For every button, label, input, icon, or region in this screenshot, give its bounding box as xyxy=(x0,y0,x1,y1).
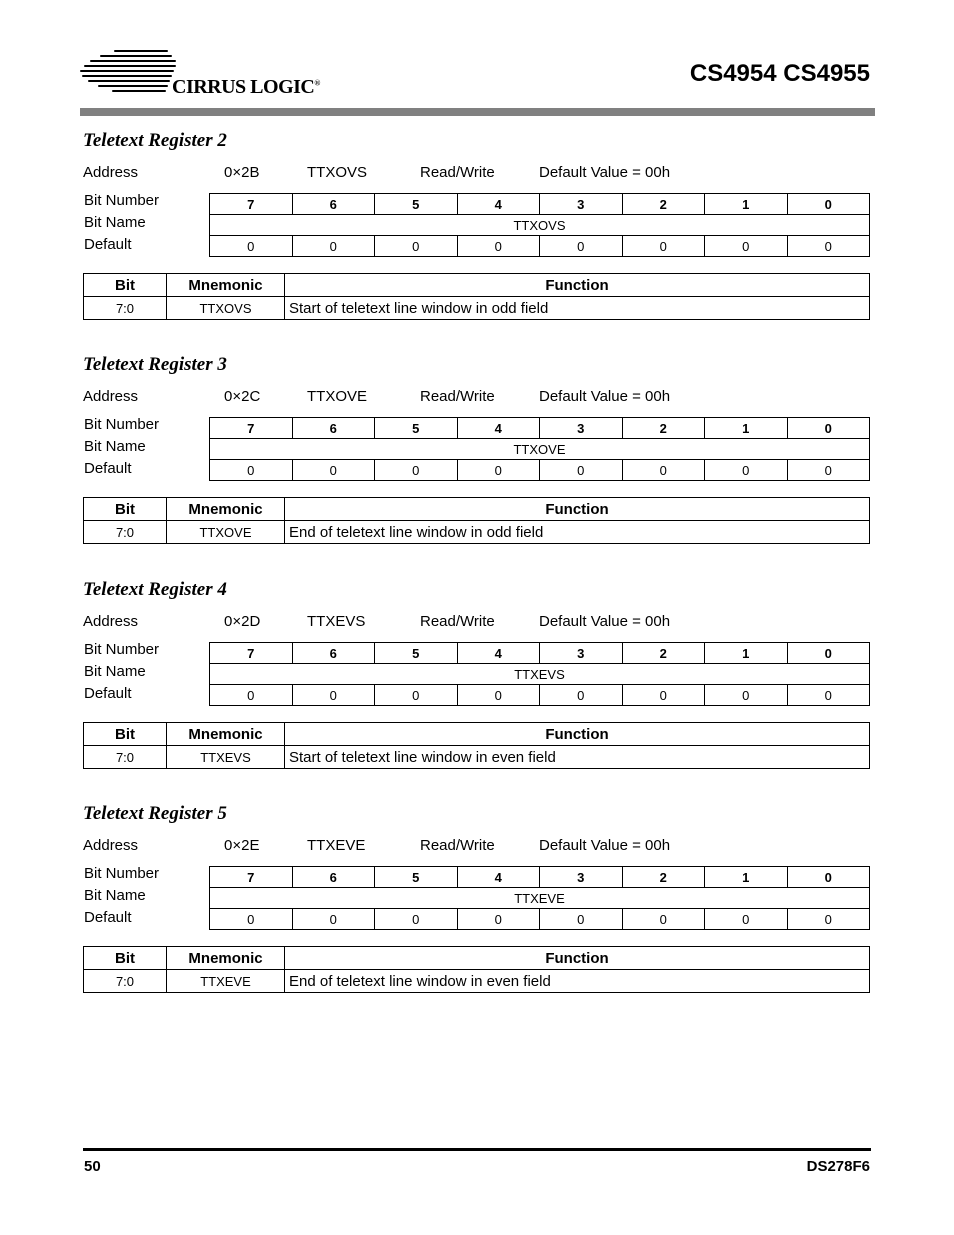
col-mnemonic-header: Mnemonic xyxy=(167,947,285,970)
bit-name-row xyxy=(210,664,870,685)
bit-row-labels xyxy=(84,865,159,931)
default-bit-cell: 0 xyxy=(540,460,623,481)
bit-range-cell: 7:0 xyxy=(84,521,167,544)
function-row xyxy=(84,746,870,769)
address-label: Address xyxy=(83,837,139,854)
function-table-header xyxy=(84,723,870,746)
register-address-line xyxy=(83,388,871,408)
bit-number-cell: 0 xyxy=(787,643,870,664)
function-cell: End of teletext line window in even field xyxy=(285,970,870,993)
register-default-value: Default Value = 00h xyxy=(539,388,671,405)
bit-name-label: Bit Name xyxy=(84,214,146,231)
bit-name-cell: TTXOVS xyxy=(210,215,870,236)
bit-row-labels xyxy=(84,416,159,482)
default-bit-cell: 0 xyxy=(622,685,705,706)
address-label: Address xyxy=(83,613,139,630)
register-address: 0×2E xyxy=(224,837,260,854)
register-access: Read/Write xyxy=(420,613,495,630)
col-bit-header: Bit xyxy=(84,498,167,521)
col-mnemonic-header: Mnemonic xyxy=(167,723,285,746)
bit-number-cell: 0 xyxy=(787,867,870,888)
logo-wordmark: CIRRUS LOGIC® xyxy=(172,76,320,98)
register-default-value: Default Value = 00h xyxy=(539,164,671,181)
bit-number-cell: 6 xyxy=(292,194,375,215)
col-bit-header: Bit xyxy=(84,723,167,746)
default-bit-cell: 0 xyxy=(622,909,705,930)
col-function-header: Function xyxy=(285,274,870,297)
bit-number-cell: 6 xyxy=(292,643,375,664)
header-divider xyxy=(80,108,875,116)
mnemonic-cell: TTXEVS xyxy=(167,746,285,769)
default-label: Default xyxy=(84,460,132,477)
default-bit-cell: 0 xyxy=(375,236,458,257)
register-title: Teletext Register 2 xyxy=(83,130,227,151)
bit-number-cell: 1 xyxy=(705,643,788,664)
bit-number-cell: 1 xyxy=(705,867,788,888)
col-mnemonic-header: Mnemonic xyxy=(167,274,285,297)
bit-number-cell: 5 xyxy=(375,643,458,664)
bit-number-cell: 3 xyxy=(540,194,623,215)
register-title: Teletext Register 5 xyxy=(83,803,227,824)
bit-number-cell: 0 xyxy=(787,418,870,439)
default-bit-cell: 0 xyxy=(705,460,788,481)
default-bit-cell: 0 xyxy=(787,909,870,930)
function-table xyxy=(83,497,870,544)
logo-stripes-icon xyxy=(80,50,176,96)
default-bit-cell: 0 xyxy=(292,685,375,706)
bit-number-cell: 7 xyxy=(210,418,293,439)
bit-number-cell: 2 xyxy=(622,643,705,664)
function-row xyxy=(84,297,870,320)
default-bit-cell: 0 xyxy=(540,685,623,706)
address-label: Address xyxy=(83,164,139,181)
bit-number-row xyxy=(210,643,870,664)
bit-name-row xyxy=(210,888,870,909)
default-bit-cell: 0 xyxy=(457,236,540,257)
default-bit-cell: 0 xyxy=(457,460,540,481)
bit-table xyxy=(209,417,870,481)
bit-name-row xyxy=(210,439,870,460)
bit-number-cell: 2 xyxy=(622,418,705,439)
bit-number-cell: 3 xyxy=(540,867,623,888)
col-function-header: Function xyxy=(285,498,870,521)
default-bit-cell: 0 xyxy=(457,685,540,706)
default-bit-cell: 0 xyxy=(210,460,293,481)
function-table xyxy=(83,722,870,769)
col-function-header: Function xyxy=(285,723,870,746)
bit-name-cell: TTXEVE xyxy=(210,888,870,909)
default-bit-cell: 0 xyxy=(210,236,293,257)
col-bit-header: Bit xyxy=(84,274,167,297)
default-row xyxy=(210,460,870,481)
bit-number-cell: 0 xyxy=(787,194,870,215)
footer-divider xyxy=(83,1148,871,1151)
default-bit-cell: 0 xyxy=(705,909,788,930)
bit-table xyxy=(209,193,870,257)
bit-range-cell: 7:0 xyxy=(84,746,167,769)
register-name: TTXEVE xyxy=(307,837,366,854)
document-title: CS4954 CS4955 xyxy=(689,60,870,87)
bit-number-label: Bit Number xyxy=(84,416,160,433)
register-name: TTXEVS xyxy=(307,613,366,630)
bit-name-cell: TTXOVE xyxy=(210,439,870,460)
default-bit-cell: 0 xyxy=(787,685,870,706)
register-address-line xyxy=(83,613,871,633)
register-name: TTXOVE xyxy=(307,388,368,405)
bit-row-labels xyxy=(84,192,159,258)
bit-number-cell: 2 xyxy=(622,867,705,888)
default-bit-cell: 0 xyxy=(292,909,375,930)
default-bit-cell: 0 xyxy=(375,685,458,706)
col-bit-header: Bit xyxy=(84,947,167,970)
mnemonic-cell: TTXEVE xyxy=(167,970,285,993)
function-table xyxy=(83,273,870,320)
default-row xyxy=(210,236,870,257)
register-name: TTXOVS xyxy=(307,164,368,181)
bit-table xyxy=(209,642,870,706)
register-access: Read/Write xyxy=(420,164,495,181)
default-bit-cell: 0 xyxy=(210,909,293,930)
document-code: DS278F6 xyxy=(806,1158,870,1175)
bit-name-label: Bit Name xyxy=(84,887,146,904)
register-address: 0×2D xyxy=(224,613,261,630)
function-table xyxy=(83,946,870,993)
bit-number-cell: 4 xyxy=(457,643,540,664)
default-bit-cell: 0 xyxy=(375,460,458,481)
bit-number-cell: 7 xyxy=(210,867,293,888)
bit-number-cell: 6 xyxy=(292,418,375,439)
mnemonic-cell: TTXOVS xyxy=(167,297,285,320)
function-row xyxy=(84,521,870,544)
default-bit-cell: 0 xyxy=(705,236,788,257)
function-cell: End of teletext line window in odd field xyxy=(285,521,870,544)
register-address: 0×2B xyxy=(224,164,260,181)
bit-name-row xyxy=(210,215,870,236)
bit-number-cell: 7 xyxy=(210,643,293,664)
bit-name-cell: TTXEVS xyxy=(210,664,870,685)
bit-number-cell: 4 xyxy=(457,418,540,439)
bit-number-cell: 4 xyxy=(457,194,540,215)
function-table-header xyxy=(84,498,870,521)
function-table-header xyxy=(84,947,870,970)
col-function-header: Function xyxy=(285,947,870,970)
bit-number-row xyxy=(210,194,870,215)
bit-number-cell: 1 xyxy=(705,418,788,439)
default-bit-cell: 0 xyxy=(375,909,458,930)
register-address: 0×2C xyxy=(224,388,261,405)
register-address-line xyxy=(83,164,871,184)
bit-number-cell: 2 xyxy=(622,194,705,215)
register-title: Teletext Register 3 xyxy=(83,354,227,375)
bit-name-label: Bit Name xyxy=(84,438,146,455)
bit-number-label: Bit Number xyxy=(84,641,160,658)
register-access: Read/Write xyxy=(420,837,495,854)
mnemonic-cell: TTXOVE xyxy=(167,521,285,544)
default-label: Default xyxy=(84,909,132,926)
col-mnemonic-header: Mnemonic xyxy=(167,498,285,521)
bit-number-label: Bit Number xyxy=(84,192,160,209)
default-bit-cell: 0 xyxy=(622,460,705,481)
page-number: 50 xyxy=(84,1158,101,1175)
bit-number-cell: 5 xyxy=(375,194,458,215)
bit-row-labels xyxy=(84,641,159,707)
default-row xyxy=(210,685,870,706)
bit-number-cell: 3 xyxy=(540,418,623,439)
bit-number-cell: 3 xyxy=(540,643,623,664)
default-bit-cell: 0 xyxy=(622,236,705,257)
default-bit-cell: 0 xyxy=(540,909,623,930)
bit-number-cell: 6 xyxy=(292,867,375,888)
bit-range-cell: 7:0 xyxy=(84,297,167,320)
default-label: Default xyxy=(84,685,132,702)
bit-number-cell: 5 xyxy=(375,867,458,888)
bit-number-cell: 1 xyxy=(705,194,788,215)
default-bit-cell: 0 xyxy=(210,685,293,706)
bit-table xyxy=(209,866,870,930)
default-label: Default xyxy=(84,236,132,253)
function-cell: Start of teletext line window in even field xyxy=(285,746,870,769)
bit-number-cell: 7 xyxy=(210,194,293,215)
cirrus-logic-logo xyxy=(80,48,330,100)
default-bit-cell: 0 xyxy=(292,236,375,257)
bit-number-cell: 4 xyxy=(457,867,540,888)
function-row xyxy=(84,970,870,993)
default-bit-cell: 0 xyxy=(705,685,788,706)
register-address-line xyxy=(83,837,871,857)
default-row xyxy=(210,909,870,930)
bit-number-row xyxy=(210,418,870,439)
bit-name-label: Bit Name xyxy=(84,663,146,680)
bit-range-cell: 7:0 xyxy=(84,970,167,993)
register-access: Read/Write xyxy=(420,388,495,405)
function-cell: Start of teletext line window in odd field xyxy=(285,297,870,320)
function-table-header xyxy=(84,274,870,297)
register-title: Teletext Register 4 xyxy=(83,579,227,600)
default-bit-cell: 0 xyxy=(787,460,870,481)
register-default-value: Default Value = 00h xyxy=(539,613,671,630)
default-bit-cell: 0 xyxy=(292,460,375,481)
default-bit-cell: 0 xyxy=(457,909,540,930)
address-label: Address xyxy=(83,388,139,405)
register-default-value: Default Value = 00h xyxy=(539,837,671,854)
bit-number-cell: 5 xyxy=(375,418,458,439)
default-bit-cell: 0 xyxy=(540,236,623,257)
bit-number-row xyxy=(210,867,870,888)
bit-number-label: Bit Number xyxy=(84,865,160,882)
default-bit-cell: 0 xyxy=(787,236,870,257)
